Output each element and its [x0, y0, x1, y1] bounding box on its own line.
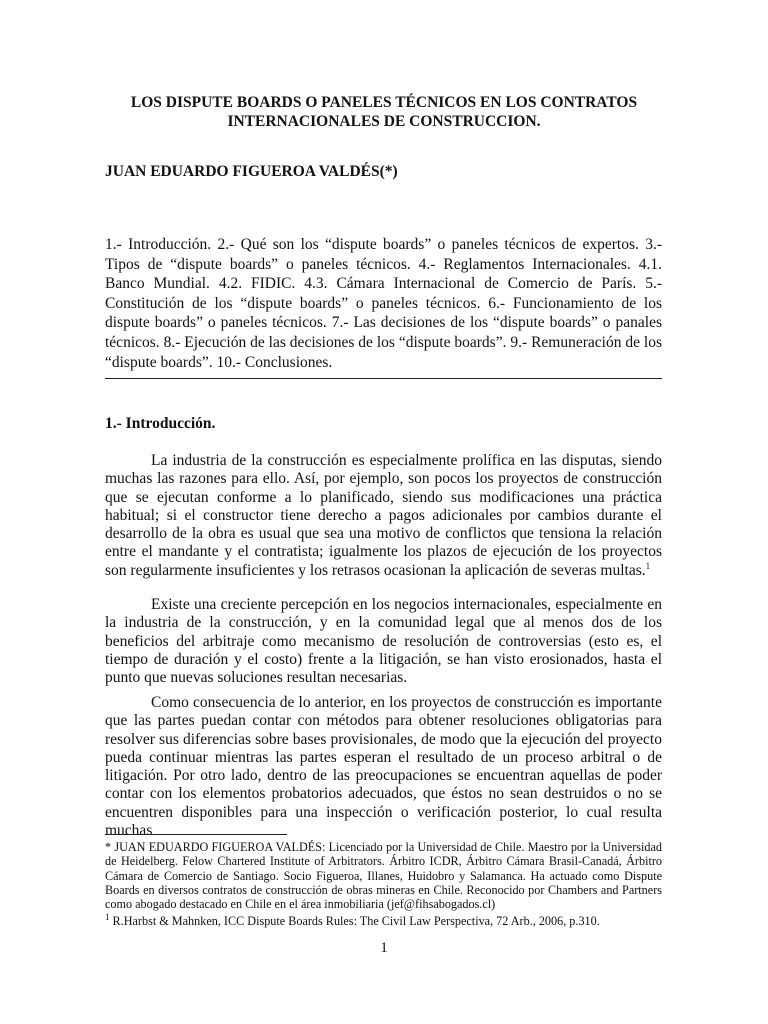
table-of-contents: 1.- Introducción. 2.- Qué son los “dispute boards” o paneles técnicos de expertos. 3.- Tipos de “dispute boards” o paneles técnicos. 4.- Reglamentos Internacionales. 4.1. Banco Mundial. 4.2. FIDIC. 4.3. Cámara Internacional de Comercio de París. 5.- Constitución de los “dispute boards” o paneles técnicos. 6.- Funcionamiento de los dispute boards” o paneles técnicos. 7.- Las decisiones de los “dispute boards” o panales técnicos. 8.- Ejecución de las decisiones de los “dispute boards”. 9.- Remuneración de los “dispute boards”. 10.- Conclusiones.: [105, 236, 662, 371]
footnote-divider: [105, 834, 287, 835]
paragraph-1-text: La industria de la construcción es especialmente prolífica en las disputas, siendo muchas las razones para ello. Así, por ejemplo, son pocos los proyectos de construcción que se ejecutan conforme a lo planificado, siendo sus modificaciones una práctica habitual; si el constructor tiene derecho a pagos adicionales por cambios durante el desarrollo de la obra es usual que sea una motivo de conflictos que tensiona la relación entre el mandante y el contratista; igualmente los plazos de ejecución de los proyectos son regularmente insuficientes y los retrasos ocasionan la aplicación de severas multas.: [105, 452, 662, 579]
footnote-1-marker: 1: [105, 911, 110, 922]
document-title: LOS DISPUTE BOARDS O PANELES TÉCNICOS EN LOS CONTRATOS INTERNACIONALES DE CONSTRUCCION.: [130, 94, 638, 130]
author-name: JUAN EDUARDO FIGUEROA VALDÉS(*): [105, 163, 398, 180]
section-divider: [105, 378, 662, 379]
section-heading: 1.- Introducción.: [105, 415, 216, 432]
footnote-1-text: R.Harbst & Mahnken, ICC Dispute Boards Rules: The Civil Law Perspectiva, 72 Arb., 2006, p.310.: [109, 914, 600, 928]
page-number: 1: [380, 940, 388, 956]
paragraph-2: Existe una creciente percepción en los negocios internacionales, especialmente en la industria de la construcción, y en la comunidad legal que al menos dos de los beneficios del arbitraje como mecanismo de resolución de controversias (esto es, el tiempo de duración y el costo) frente a la litigación, se han visto erosionados, hasta el punto que nuevas soluciones resultan necesarias.: [105, 596, 662, 687]
footnote-ref-1: 1: [645, 560, 651, 571]
author-footnote: * JUAN EDUARDO FIGUEROA VALDÉS: Licenciado por la Universidad de Chile. Maestro por la Universidad de Heidelberg. Felow Chartered Institute of Arbitrators. Árbitro ICDR, Árbitro Cámara Brasil-Canadá, Árbitro Cámara de Comercio de Santiago. Socio Figueroa, Illanes, Huidobro y Salamanca. Ha actuado como Dispute Boards en diversos contratos de construcción de obras mineras en Chile. Reconocido por Chambers and Partners como abogado destacado en Chile en el área inmobiliaria (jef@fihsabogados.cl): [105, 840, 662, 912]
paragraph-3: Como consecuencia de lo anterior, en los proyectos de construcción es importante que las partes puedan contar con métodos para obtener resoluciones obligatorias para resolver sus diferencias sobre bases provisionales, de modo que la ejecución del proyecto pueda continuar mientras las partes esperan el resultado de un proceso arbitral o de litigación. Por otro lado, dentro de las preocupaciones se encuentran aquellas de poder contar con los elementos probatorios adecuados, que éstos no sean destruidos o no se encuentren disponibles para una inspección o verificación posterior, lo cual resulta muchas: [105, 694, 662, 840]
footnote-1: [105, 911, 662, 928]
paragraph-1: [105, 452, 662, 580]
